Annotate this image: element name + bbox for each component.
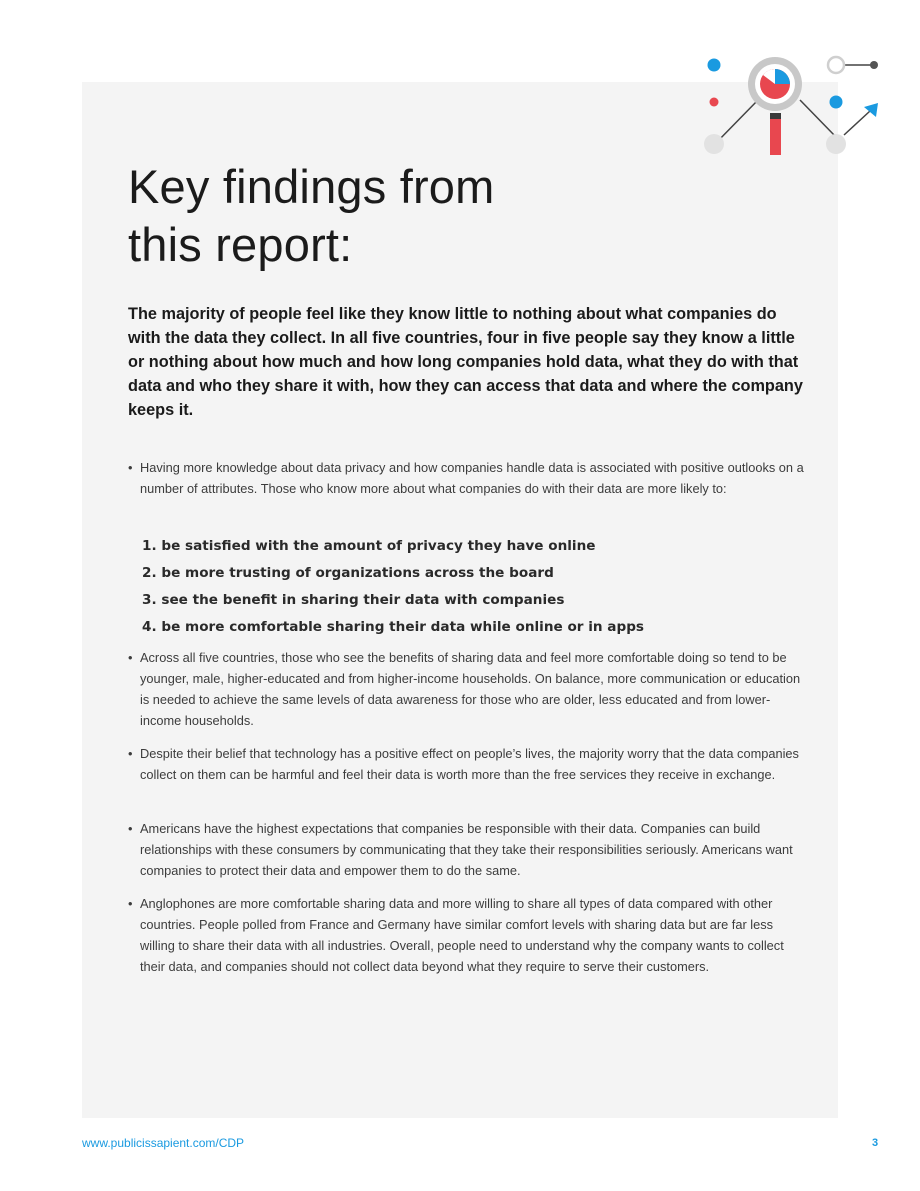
page-number: 3 (872, 1137, 879, 1149)
bullet-item (128, 743, 808, 785)
bullet-item (128, 893, 808, 977)
list-item: 2. be more trusting of organizations across the board (142, 565, 554, 581)
bullet-item (128, 818, 808, 881)
list-item: 1. be satisfied with the amount of privacy they have online (142, 538, 596, 554)
bullet-text: Americans have the highest expectations that companies be responsible with their data. Companies can build relationships with these consumers by communicating that they take their responsibilities seriously. Americans want companies to protect their data and empower them to do the same. (140, 821, 793, 878)
bullet-item (128, 457, 808, 499)
numbered-list (142, 533, 644, 641)
bullet-text: Across all five countries, those who see the benefits of sharing data and feel more comfortable doing so tend to be younger, male, higher-educated and from higher-income households. On balance, more communication or education is needed to achieve the same levels of data awareness for those who are older, less educated and from lower-income households. (140, 650, 801, 728)
bullet-text: Anglophones are more comfortable sharing data and more willing to share all types of data compared with other countries. People polled from France and Germany have similar comfort levels with sharing data but are far less willing to share their data with all industries. Overall, people need to understand why the company wants to collect their data, and companies should not collect data beyond what they require to serve their customers. (140, 896, 784, 974)
data-magnifier-illustration (690, 45, 890, 165)
list-item: 4. be more comfortable sharing their data while online or in apps (142, 619, 645, 635)
title-line-2: this report: (128, 218, 353, 271)
bullet-text: Having more knowledge about data privacy and how companies handle data is associated with positive outlooks on a number of attributes. Those who know more about what companies do with their data are more likely to: (140, 460, 804, 496)
intro-paragraph: The majority of people feel like they know little to nothing about what companies do with the data they collect. In all five countries, four in five people say they know a little or nothing about how much and how long companies hold data, what they do with that data and who they share it with, how they can access that data and where the company keeps it. (128, 305, 803, 419)
bullet-icon: • (128, 650, 133, 665)
bullet-item (128, 647, 808, 731)
pie-chart-icon (760, 69, 790, 99)
title-line-1: Key findings from (128, 160, 495, 213)
page-title (128, 158, 495, 274)
list-item: 3. see the benefit in sharing their data with companies (142, 592, 565, 608)
bullet-icon: • (128, 746, 133, 761)
bullet-icon: • (128, 460, 133, 475)
bullet-icon: • (128, 821, 133, 836)
bullet-icon: • (128, 896, 133, 911)
footer-url-link[interactable]: www.publicissapient.com/CDP (82, 1136, 245, 1150)
bullet-text: Despite their belief that technology has a positive effect on people’s lives, the majority worry that the data companies collect on them can be harmful and feel their data is worth more than the free services they receive in exchange. (140, 746, 799, 782)
